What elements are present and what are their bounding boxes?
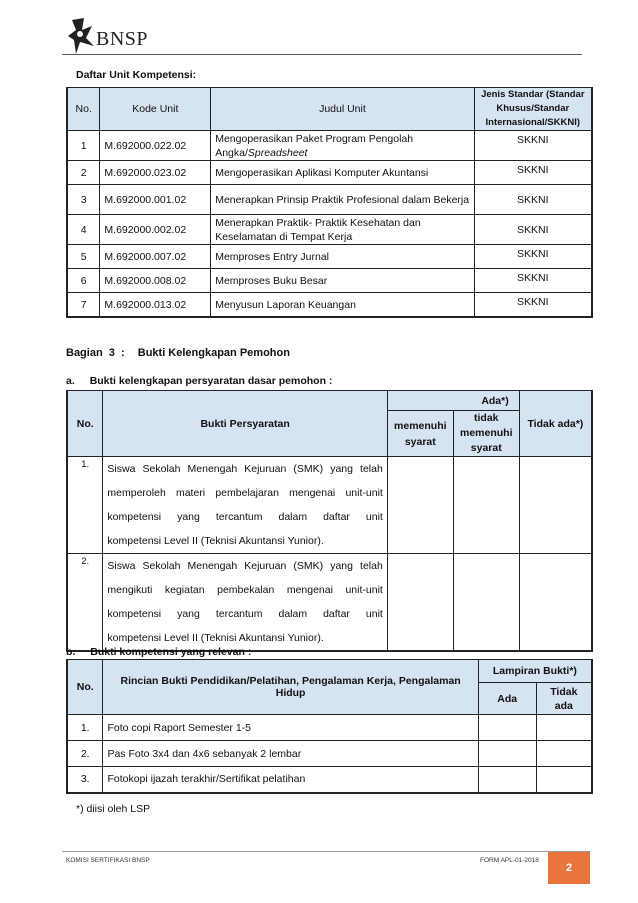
cell-bukti	[103, 457, 387, 554]
col-header-no: No.	[67, 88, 100, 131]
footer-left: KOMISI SERTIFIKASI BNSP	[66, 857, 150, 864]
col-header-bukti: Bukti Persyaratan	[103, 391, 387, 457]
bnsp-logo	[66, 14, 176, 58]
cell-kode: M.692000.023.02	[100, 161, 211, 185]
table-row	[67, 293, 592, 318]
bukti-line: kompetensi yang tercantum dalam daftar unit	[107, 511, 383, 523]
cell-ada-checkbox[interactable]	[478, 767, 536, 793]
footer-divider	[62, 851, 590, 852]
cell-tidak-ada-checkbox[interactable]	[519, 457, 592, 554]
cell-no: 2.	[67, 554, 103, 652]
col-header-lampiran: Lampiran Bukti*)	[478, 660, 592, 683]
cell-no: 7	[67, 293, 100, 318]
bnsp-emblem-icon	[66, 16, 96, 56]
cell-judul: Menyusun Laporan Keuangan	[211, 293, 474, 318]
table-row	[67, 161, 592, 185]
cell-tidak-ada-checkbox[interactable]	[519, 554, 592, 652]
cell-no: 5	[67, 245, 100, 269]
cell-rincian: Fotokopi ijazah terakhir/Sertifikat pelatihan	[103, 767, 478, 793]
cell-kode: M.692000.001.02	[100, 185, 211, 215]
cell-jenis: SKKNI	[474, 245, 592, 269]
cell-kode: M.692000.013.02	[100, 293, 211, 318]
col-header-ada: Ada*)	[387, 391, 519, 411]
bukti-line: Siswa Sekolah Menengah Kejuruan (SMK) yang telah	[107, 463, 383, 475]
col-header-rincian: Rincian Bukti Pendidikan/Pelatihan, Pengalaman Kerja, Pengalaman Hidup	[103, 660, 478, 715]
col-header-kode: Kode Unit	[100, 88, 211, 131]
cell-tidak-ada-checkbox[interactable]	[536, 741, 592, 767]
cell-rincian: Pas Foto 3x4 dan 4x6 sebanyak 2 lembar	[103, 741, 478, 767]
table-header-row	[67, 391, 592, 411]
cell-kode: M.692000.002.02	[100, 215, 211, 245]
cell-rincian: Foto copi Raport Semester 1-5	[103, 715, 478, 741]
cell-jenis: SKKNI	[474, 131, 592, 161]
cell-judul	[211, 131, 474, 161]
table-row	[67, 245, 592, 269]
table-row	[67, 185, 592, 215]
sub-heading-b-text: Bukti kompetensi yang relevan :	[90, 646, 252, 658]
sub-heading-a	[66, 375, 332, 387]
col-header-jenis: Jenis Standar (Standar Khusus/Standar Internasional/SKKNI)	[474, 88, 592, 131]
table-row	[67, 215, 592, 245]
footnote: *) diisi oleh LSP	[76, 803, 151, 815]
cell-judul: Menerapkan Prinsip Praktik Profesional dalam Bekerja	[211, 185, 474, 215]
table-row	[67, 741, 592, 767]
section-heading-num: Bagian 3 :	[66, 347, 125, 359]
cell-tidak-ada-checkbox[interactable]	[536, 715, 592, 741]
section-heading-text: Bukti Kelengkapan Pemohon	[137, 347, 290, 359]
table-row	[67, 269, 592, 293]
cell-kode: M.692000.022.02	[100, 131, 211, 161]
table-row	[67, 715, 592, 741]
page-number: 2	[548, 852, 590, 884]
col-header-tidak-ada: Tidak ada*)	[519, 391, 592, 457]
section-title-daftar-unit: Daftar Unit Kompetensi:	[76, 69, 197, 81]
table-row	[67, 131, 592, 161]
cell-tidak-memenuhi-checkbox[interactable]	[453, 457, 519, 554]
bukti-line: memperoleh materi pembelajaran mengenai unit-unit	[107, 487, 383, 499]
cell-ada-checkbox[interactable]	[478, 715, 536, 741]
sub-heading-a-label: a.	[66, 375, 75, 387]
col-header-tidak-memenuhi: tidak memenuhi syarat	[453, 411, 519, 457]
cell-no: 3.	[67, 767, 103, 793]
cell-ada-checkbox[interactable]	[478, 741, 536, 767]
bukti-line: mengikuti kegiatan pembekalan mengenai unit-unit	[107, 584, 383, 596]
cell-kode: M.692000.007.02	[100, 245, 211, 269]
unit-kompetensi-table	[66, 87, 593, 318]
cell-no: 1	[67, 131, 100, 161]
cell-tidak-memenuhi-checkbox[interactable]	[453, 554, 519, 652]
cell-no: 3	[67, 185, 100, 215]
bukti-line: kompetensi Level II (Teknisi Akuntansi Yunior).	[107, 632, 324, 644]
cell-judul: Memproses Buku Besar	[211, 269, 474, 293]
sub-heading-b-label: b.	[66, 646, 76, 658]
cell-memenuhi-checkbox[interactable]	[387, 554, 453, 652]
table-row	[67, 457, 592, 554]
header-divider	[62, 54, 582, 55]
bukti-line: Siswa Sekolah Menengah Kejuruan (SMK) yang telah	[107, 560, 383, 572]
table-header-row	[67, 660, 592, 683]
sub-heading-a-text: Bukti kelengkapan persyaratan dasar pemohon :	[89, 375, 333, 387]
table-row	[67, 554, 592, 652]
cell-no: 6	[67, 269, 100, 293]
cell-tidak-ada-checkbox[interactable]	[536, 767, 592, 793]
col-header-ada: Ada	[478, 683, 536, 715]
bukti-line: kompetensi Level II (Teknisi Akuntansi Yunior).	[107, 535, 324, 547]
cell-jenis: SKKNI	[474, 185, 592, 215]
col-header-memenuhi: memenuhi syarat	[387, 411, 453, 457]
cell-no: 4	[67, 215, 100, 245]
cell-judul: Mengoperasikan Aplikasi Komputer Akuntansi	[211, 161, 474, 185]
sub-heading-b	[66, 646, 251, 658]
cell-kode: M.692000.008.02	[100, 269, 211, 293]
cell-jenis: SKKNI	[474, 161, 592, 185]
section-heading-bagian-3	[66, 347, 290, 359]
cell-judul-italic: Spreadsheet	[247, 146, 308, 159]
cell-memenuhi-checkbox[interactable]	[387, 457, 453, 554]
cell-bukti	[103, 554, 387, 652]
cell-no: 2.	[67, 741, 103, 767]
col-header-tidak-ada: Tidak ada	[536, 683, 592, 715]
cell-no: 1.	[67, 457, 103, 554]
bukti-kompetensi-table	[66, 659, 593, 794]
col-header-judul: Judul Unit	[211, 88, 474, 131]
bukti-persyaratan-table	[66, 390, 593, 652]
cell-no: 1.	[67, 715, 103, 741]
col-header-no: No.	[67, 660, 103, 715]
table-row	[67, 767, 592, 793]
cell-no: 2	[67, 161, 100, 185]
col-header-no: No.	[67, 391, 103, 457]
cell-judul: Menerapkan Praktik- Praktik Kesehatan dan Keselamatan di Tempat Kerja	[211, 215, 474, 245]
footer-right: FORM APL-01-2018	[480, 857, 539, 864]
table-header-row	[67, 88, 592, 131]
logo-text: BNSP	[96, 28, 149, 50]
cell-judul: Memproses Entry Jurnal	[211, 245, 474, 269]
cell-jenis: SKKNI	[474, 215, 592, 245]
bukti-line: kompetensi yang tercantum dalam daftar unit	[107, 608, 383, 620]
cell-jenis: SKKNI	[474, 269, 592, 293]
cell-judul-text: Mengoperasikan Paket Program Pengolah Angka/	[215, 132, 414, 159]
cell-jenis: SKKNI	[474, 293, 592, 318]
